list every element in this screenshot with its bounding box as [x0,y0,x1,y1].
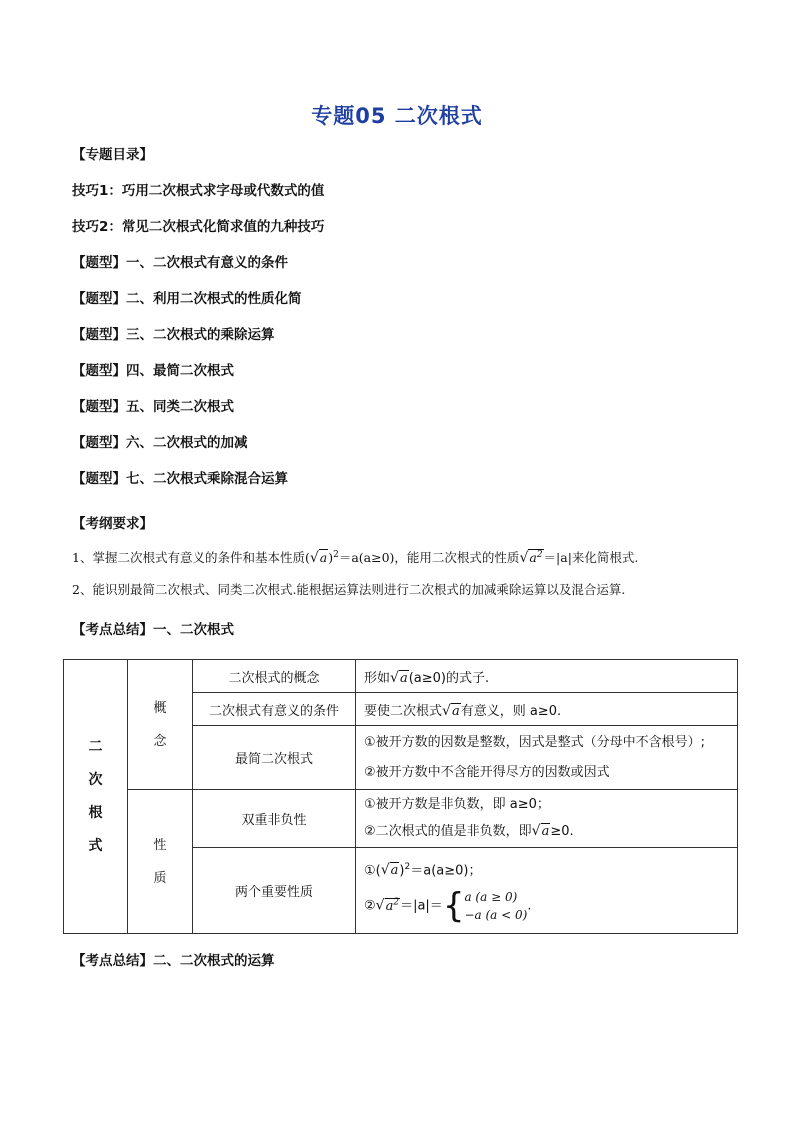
toc-item: 【题型】二、利用二次根式的性质化简 [72,291,302,307]
page-title: 专题05 二次根式 [311,104,483,128]
requirement-1: 1、掌握二次根式有意义的条件和基本性质$(√a)^2=a(a\ge 0)$，能用二次根式的性质$√a^2=|a|$来化简根式. [72,549,639,566]
toc-item: 【题型】一、二次根式有意义的条件 [72,255,288,271]
toc-item: 【题型】四、最简二次根式 [72,363,234,379]
left-brace: { [442,886,465,927]
radical-sign: √a [390,669,408,686]
toc-heading: 【专题目录】 [72,147,153,163]
summary-heading-1: 【考点总结】一、二次根式 [72,622,234,638]
radical-sign: $√a^2$ [375,897,400,914]
topic-cell: 二次根式的概念 [193,660,356,693]
requirement-2: 2、能识别最简二次根式、同类二次根式.能根据运算法则进行二次根式的加减乘除运算以及混合运算. [72,582,626,597]
sub-category-property: 性 质 [128,790,193,934]
topic-cell: 双重非负性 [193,790,356,848]
desc-cell: $①(√a)^2=a(a\ge 0)$； $②√a^2=|a|=${ a (a ≥ 0) −a (a < 0) . [356,848,738,934]
radical-sign: √a [380,862,399,879]
main-category-cell: 二 次 根 式 [64,660,128,934]
toc-item: 技巧2：常见二次根式化简求值的九种技巧 [72,219,325,235]
desc-cell: ①被开方数是非负数，即 a≥0； ②二次根式的值是非负数，即√a≥0. [356,790,738,848]
topic-cell: 最简二次根式 [193,726,356,790]
radical-sign: √a [442,702,460,719]
radical-sign: $√a^2$ [519,549,543,566]
toc-item: 【题型】六、二次根式的加减 [72,435,248,451]
sub-category-concept: 概 念 [128,660,193,790]
desc-cell: 要使二次根式√a有意义，则 a≥0. [356,693,738,726]
requirements-heading: 【考纲要求】 [72,516,153,532]
radical-sign: √a [309,550,328,566]
topic-cell: 二次根式有意义的条件 [193,693,356,726]
desc-cell: 形如√a(a≥0)的式子. [356,660,738,693]
summary-table [63,659,738,934]
summary-heading-2: 【考点总结】二、二次根式的运算 [72,953,275,969]
toc-item: 【题型】五、同类二次根式 [72,399,234,415]
toc-item: 技巧1：巧用二次根式求字母或代数式的值 [72,183,325,199]
toc-item: 【题型】七、二次根式乘除混合运算 [72,471,288,487]
topic-cell: 两个重要性质 [193,848,356,934]
toc-item: 【题型】三、二次根式的乘除运算 [72,327,275,343]
piecewise-cases: a (a ≥ 0) −a (a < 0) [464,890,528,923]
desc-cell: ①被开方数的因数是整数，因式是整式（分母中不含根号）; ②被开方数中不含能开得尽方的因数或因式 [356,726,738,790]
radical-sign: √a [531,823,550,839]
